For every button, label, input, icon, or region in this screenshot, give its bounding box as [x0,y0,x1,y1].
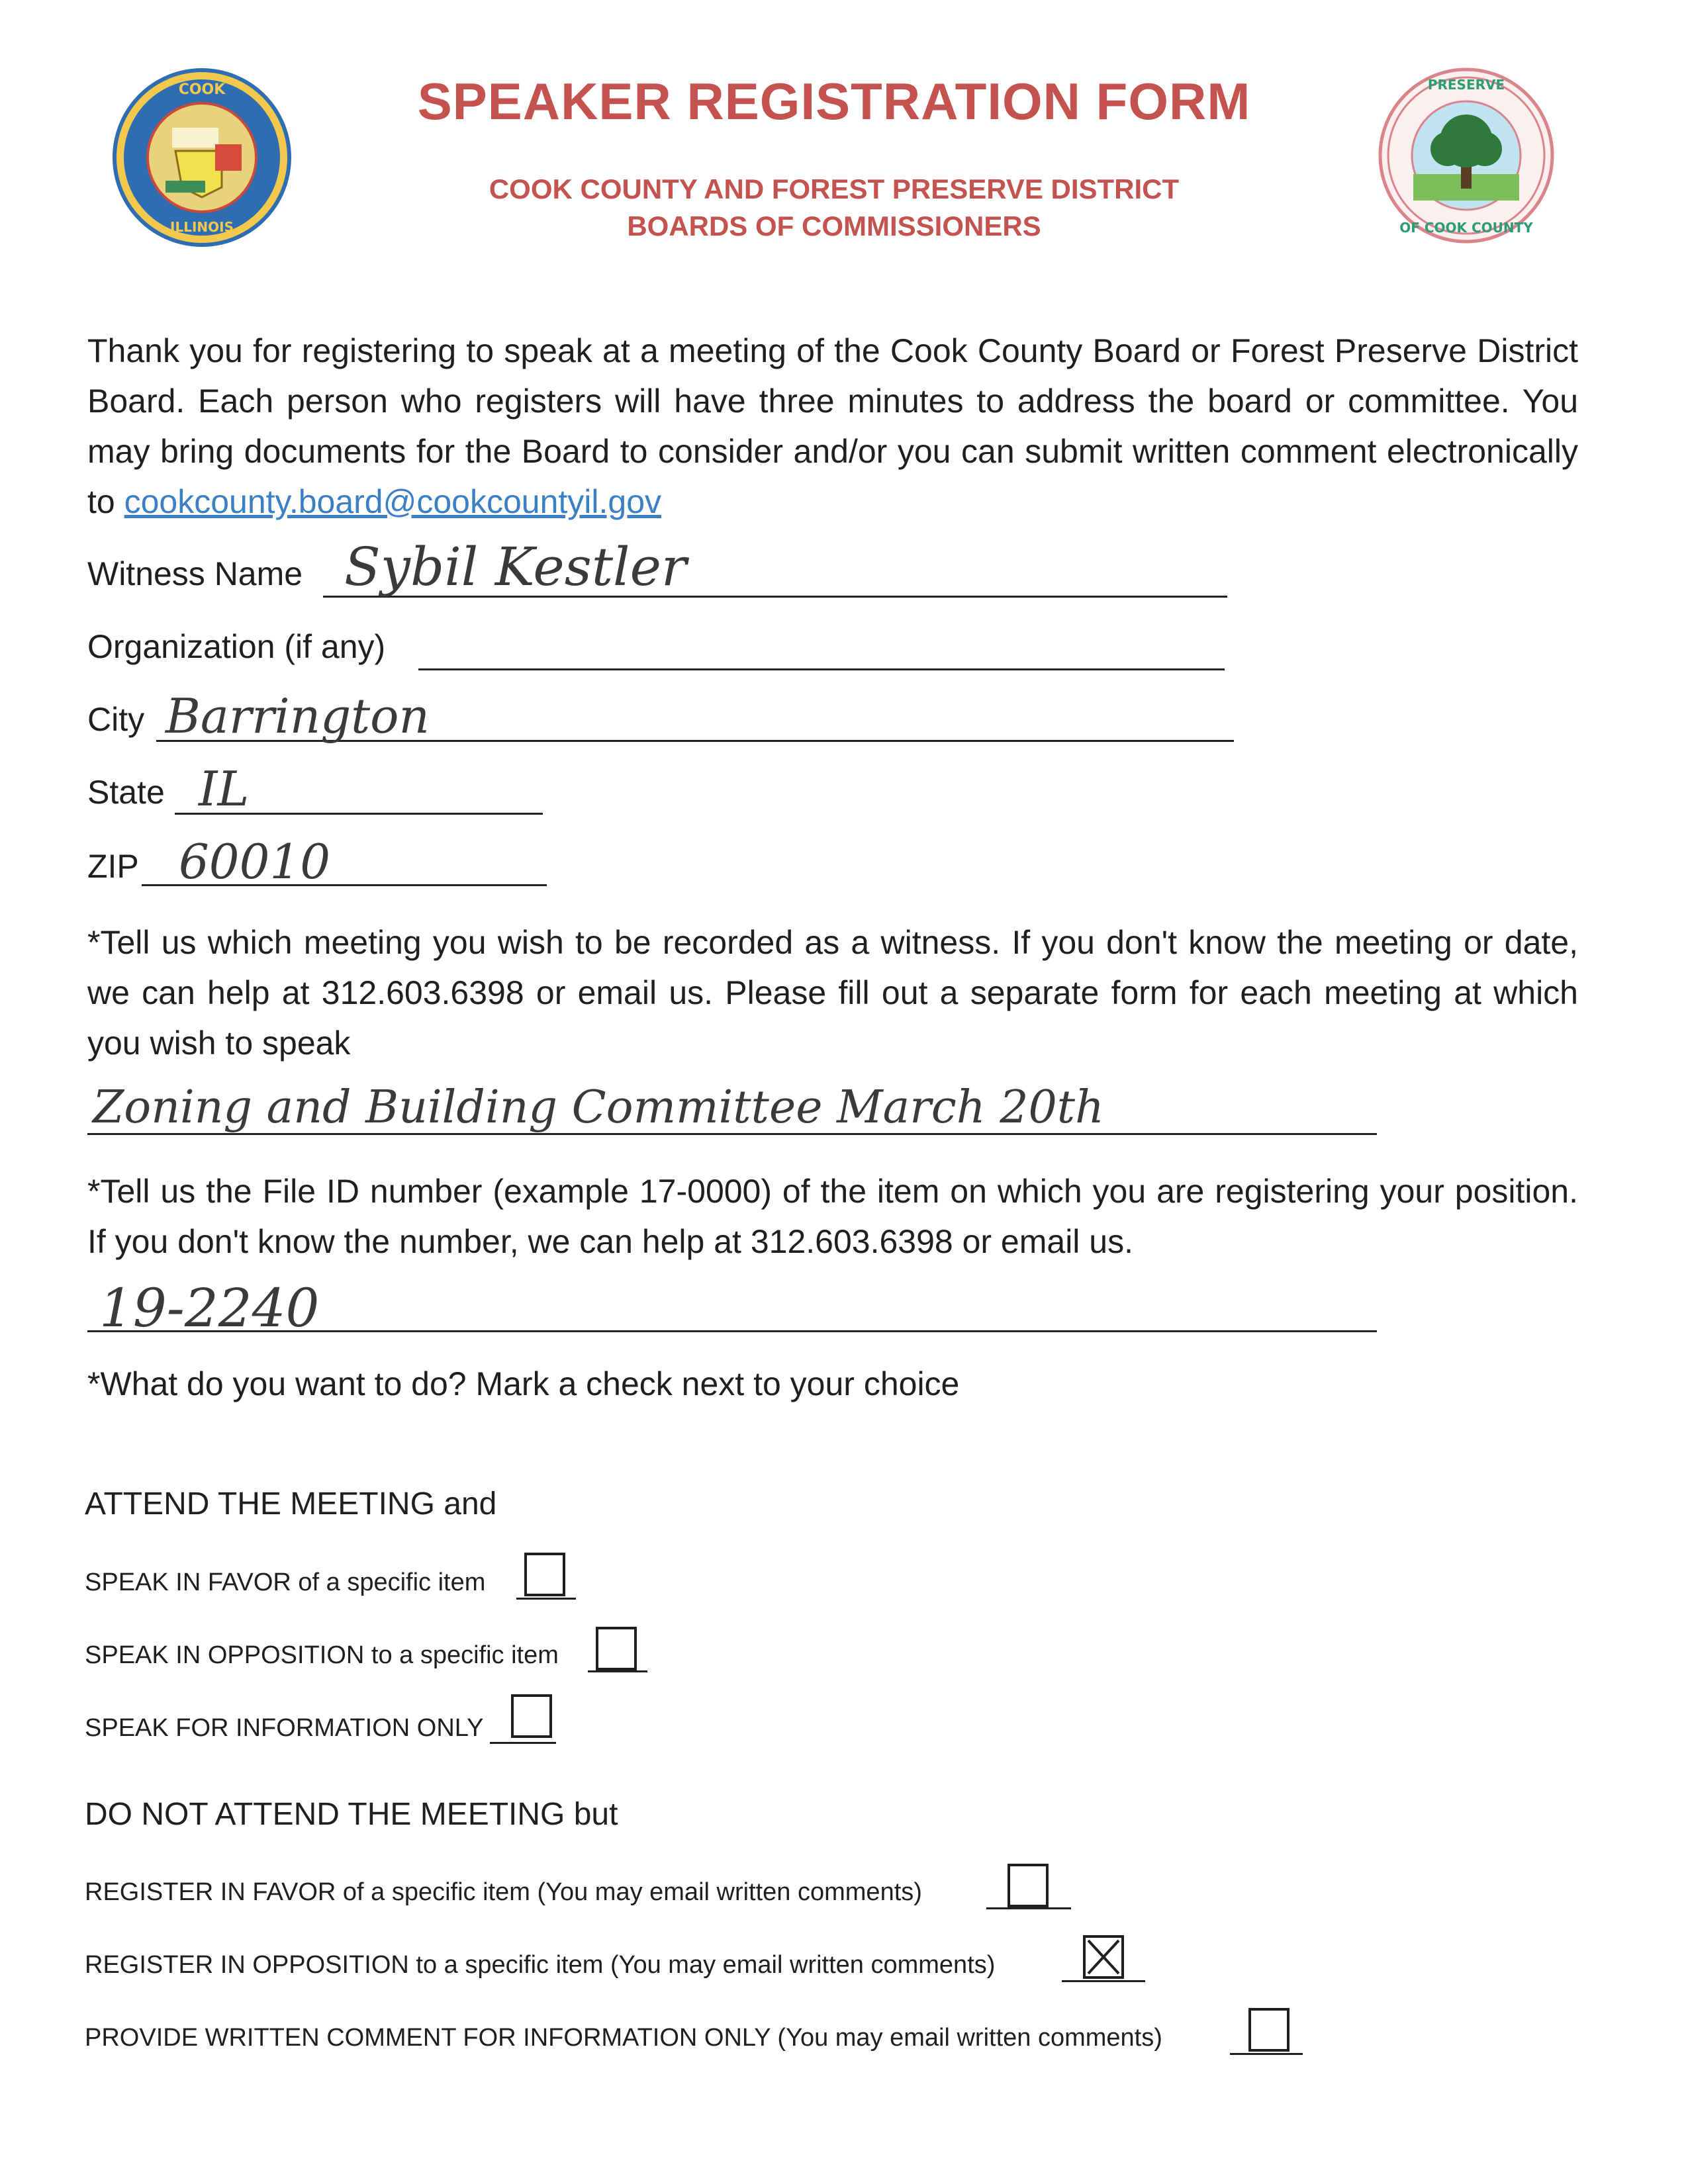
organization-line [418,668,1225,670]
option-underline [490,1742,556,1744]
option-speak-info-checkbox[interactable] [511,1694,552,1738]
cook-county-seal [109,65,295,250]
svg-text:ILLINOIS: ILLINOIS [170,219,234,235]
file-id-field[interactable]: 19-2240 [99,1277,320,1339]
state-field[interactable]: IL [199,761,250,817]
attend-heading: ATTEND THE MEETING and [85,1486,497,1522]
svg-text:COOK: COOK [178,81,226,98]
check-x-icon [1086,1938,1121,1976]
page-title: SPEAKER REGISTRATION FORM [417,72,1251,130]
forest-preserve-seal [1374,63,1559,248]
choice-prompt: *What do you want to do? Mark a check next to your choice [87,1365,960,1402]
intro-paragraph [87,326,1578,527]
option-register-opposition-checkbox[interactable] [1083,1935,1124,1979]
option-underline [588,1670,647,1672]
organization-label: Organization (if any) [87,628,386,665]
option-speak-info-label: SPEAK FOR INFORMATION ONLY [85,1714,484,1742]
option-speak-favor-checkbox[interactable] [524,1553,565,1596]
state-label: State [87,774,165,811]
intro-text: Thank you for registering to speak at a meeting of the Cook County Board or Forest Preserve District Board. Each person who registers will have three minutes to address the board or committee. You may bring documents for the Board to consider and/or you can submit written comment electronically to [87,332,1578,520]
option-register-favor-checkbox[interactable] [1008,1864,1049,1907]
subtitle-line-1: COOK COUNTY AND FOREST PRESERVE DISTRICT [489,173,1180,205]
meeting-prompt: *Tell us which meeting you wish to be recorded as a witness. If you don't know the meeting or date, we can help at 312.603.6398 or email us. Please fill out a separate form for each meeting at which you wish to speak [87,924,1578,1062]
witness-name-label: Witness Name [87,555,303,592]
file-id-prompt: *Tell us the File ID number (example 17-0000) of the item on which you are registering your position. If you don't know the number, we can help at 312.603.6398 or email us. [87,1173,1578,1260]
meeting-field[interactable]: Zoning and Building Committee March 20th [93,1081,1104,1134]
no-attend-heading: DO NOT ATTEND THE MEETING but [85,1797,618,1832]
option-underline [1230,2053,1303,2055]
subtitle-line-2: BOARDS OF COMMISSIONERS [627,210,1041,242]
option-register-opposition-label: REGISTER IN OPPOSITION to a specific item (You may email written comments) [85,1951,996,1979]
option-underline [1062,1980,1145,1982]
svg-text:OF COOK COUNTY: OF COOK COUNTY [1399,220,1533,236]
zip-label: ZIP [87,848,139,885]
option-written-comment-label: PROVIDE WRITTEN COMMENT FOR INFORMATION ONLY (You may email written comments) [85,2024,1162,2052]
option-written-comment-checkbox[interactable] [1248,2008,1289,2052]
board-email-link[interactable]: cookcounty.board@cookcountyil.gov [124,483,662,520]
city-field[interactable]: Barrington [165,688,430,744]
witness-name-field[interactable]: Sybil Kestler [344,536,687,598]
svg-text:PRESERVE: PRESERVE [1427,77,1505,93]
option-underline [986,1907,1071,1909]
option-speak-opposition-label: SPEAK IN OPPOSITION to a specific item [85,1641,559,1669]
option-speak-favor-label: SPEAK IN FAVOR of a specific item [85,1569,486,1596]
option-register-favor-label: REGISTER IN FAVOR of a specific item (You may email written comments) [85,1878,922,1906]
city-label: City [87,701,145,738]
zip-field[interactable]: 60010 [179,834,331,889]
option-underline [516,1598,576,1600]
option-speak-opposition-checkbox[interactable] [596,1627,637,1670]
